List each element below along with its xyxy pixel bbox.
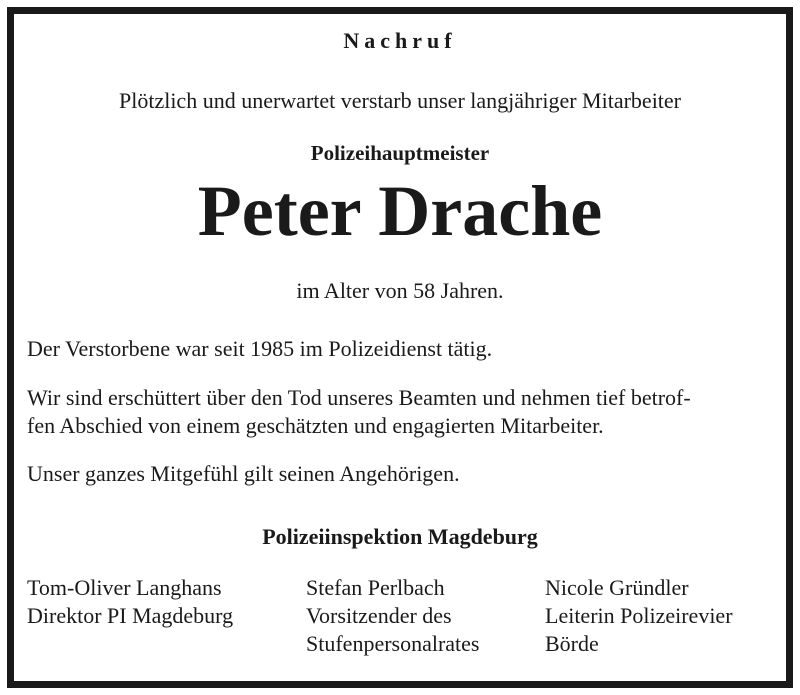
signatory-role-cont: Börde xyxy=(545,631,599,656)
paragraph-condolence-line1: Wir sind erschüttert über den Tod unseres Beamten und nehmen tief betrof- xyxy=(27,385,691,410)
signatory-block xyxy=(306,574,480,658)
signatory-role: Direktor PI Magdeburg xyxy=(27,603,234,628)
heading-title: Nachruf xyxy=(343,28,457,53)
signatory-name: Tom-Oliver Langhans xyxy=(27,575,222,600)
organization-name: Polizeiinspektion Magdeburg xyxy=(262,524,538,549)
paragraph-condolence-line2: fen Abschied von einem geschätzten und engagierten Mitarbeiter. xyxy=(27,413,604,438)
signatory-role-cont: Stufenpersonalrates xyxy=(306,631,480,656)
signatory-block xyxy=(27,574,233,630)
signatory-block xyxy=(545,574,733,658)
signatory-name: Nicole Gründler xyxy=(545,575,689,600)
age-line: im Alter von 58 Jahren. xyxy=(296,278,504,303)
intro-text: Plötzlich und unerwartet verstarb unser langjähriger Mitarbeiter xyxy=(118,88,682,113)
signatory-role: Vorsitzender des xyxy=(306,603,452,628)
deceased-name: Peter Drache xyxy=(197,171,603,251)
paragraph-service: Der Verstorbene war seit 1985 im Polizeidienst tätig. xyxy=(27,336,493,361)
signatory-role: Leiterin Polizeirevier xyxy=(545,603,733,628)
rank-title: Polizeihauptmeister xyxy=(310,141,490,165)
signatory-name: Stefan Perlbach xyxy=(306,575,445,600)
paragraph-sympathy: Unser ganzes Mitgefühl gilt seinen Angehörigen. xyxy=(27,461,460,486)
